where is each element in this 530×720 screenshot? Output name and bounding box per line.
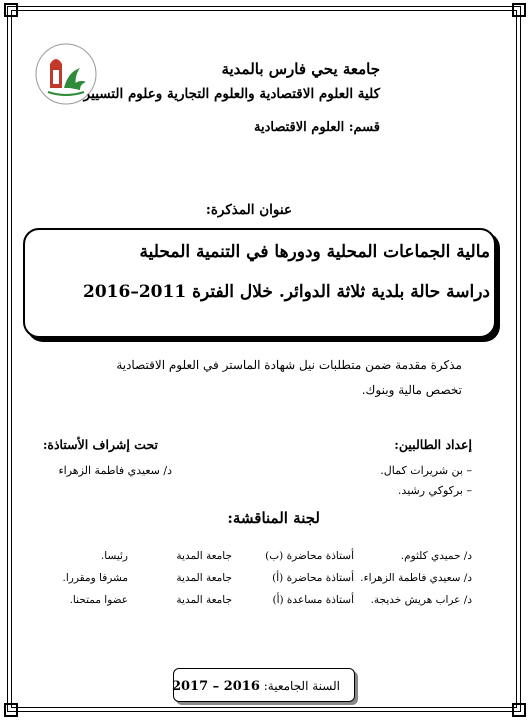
committee-row xyxy=(0,594,530,614)
student-name-1: – بن شريرات كمال. xyxy=(380,464,472,477)
department-name: قسم: العلوم الاقتصادية xyxy=(253,120,380,135)
memo-title-label: عنوان المذكرة: xyxy=(205,202,292,218)
prepared-by-label: إعداد الطالبين: xyxy=(394,437,472,452)
memo-title-line-1: مالية الجماعات المحلية ودورها في التنمية المحلية xyxy=(139,242,490,262)
corner-ornament-top-left xyxy=(4,3,18,17)
member-role: رئيسا. xyxy=(100,550,128,562)
memo-title-line-2: دراسة حالة بلدية ثلاثة الدوائر. خلال الفترة 2011–2016 xyxy=(83,282,490,302)
academic-year-value: 2016 – 2017 xyxy=(171,679,260,694)
supervisor-name: د/ سعيدي فاطمة الزهراء xyxy=(58,464,172,477)
member-university: جامعة المدية xyxy=(176,594,232,606)
faculty-name: كلية العلوم الاقتصادية والعلوم التجارية وعلوم التسيير xyxy=(83,86,380,102)
academic-year-label: السنة الجامعية: xyxy=(263,679,340,693)
university-name: جامعة يحي فارس بالمدية xyxy=(221,60,380,78)
academic-year xyxy=(172,679,340,694)
student-name-2: – بركوكي رشيد. xyxy=(397,484,472,497)
member-role: مشرفا ومقررا. xyxy=(62,572,128,584)
corner-ornament-bottom-right xyxy=(512,703,526,717)
member-rank: أستاذة محاضرة (أ) xyxy=(272,572,354,584)
member-rank: أستاذة مساعدة (أ) xyxy=(272,594,354,606)
specialization: تخصص مالية وبنوك. xyxy=(361,383,462,397)
corner-ornament-bottom-left xyxy=(4,703,18,717)
committee-row xyxy=(0,572,530,592)
supervisor-label: تحت إشراف الأستاذة: xyxy=(42,437,158,452)
member-university: جامعة المدية xyxy=(176,550,232,562)
member-name: د/ سعيدي فاطمة الزهراء. xyxy=(360,572,472,584)
member-university: جامعة المدية xyxy=(176,572,232,584)
member-rank: أستاذة محاضرة (ب) xyxy=(265,550,354,562)
corner-ornament-top-right xyxy=(512,3,526,17)
committee-row xyxy=(0,550,530,570)
member-name: د/ حميدي كلثوم. xyxy=(400,550,472,562)
member-name: د/ عراب هريش خديجة. xyxy=(370,594,472,606)
committee-label: لجنة المناقشة: xyxy=(227,509,320,527)
member-role: عضوا ممتحنا. xyxy=(69,594,128,606)
degree-description: مذكرة مقدمة ضمن متطلبات نيل شهادة الماستر في العلوم الاقتصادية xyxy=(116,358,462,372)
